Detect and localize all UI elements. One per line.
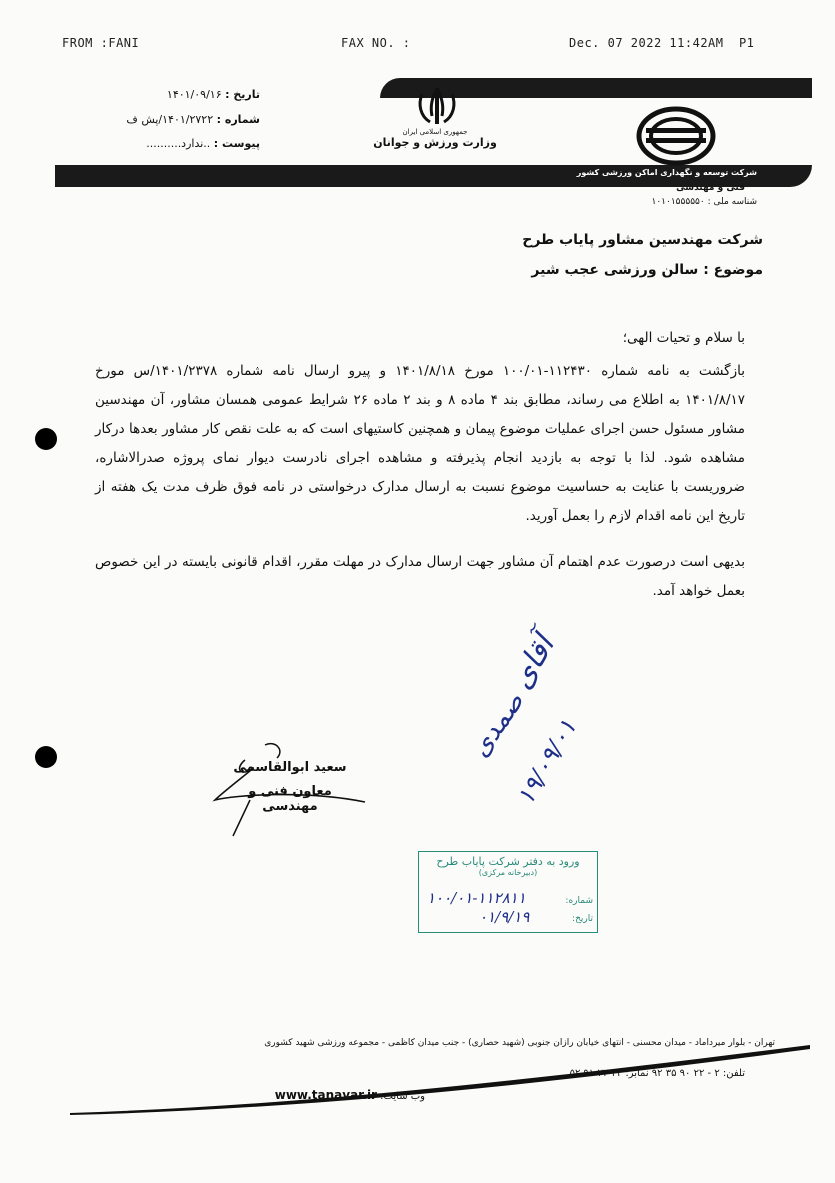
subject: موضوع : سالن ورزشی عجب شیر: [531, 262, 763, 278]
iran-emblem-icon: [414, 86, 460, 128]
handwritten-name: صمدی: [464, 687, 531, 763]
greeting: با سلام و تحیات الهی؛: [622, 330, 745, 346]
punch-hole: [35, 428, 57, 450]
body-paragraph-1: بازگشت به نامه شماره ۱۱۲۴۳۰-۱۰۰/۰۱ مورخ ۱۴۰۱/۸/۱۸ و پیرو ارسال نامه شماره ۱۴۰۱/۲۳۷۸/س مورخ ۱۴۰۱/۸/۱۷ به اطلاع می رساند، مطابق بند ۴ ماده ۸ و بند ۲ ماده ۲۶ شرایط عمومی همسان مشاور، آن مهندسین مشاور مسئول حسن اجرای عملیات موضوع پیمان و همچنین کاستیهای است که به علت نقص کار مشاور بعدها درکار مشاهده شود. لذا با توجه به بازدید انجام پذیرفته و مشاهده اجرای نادرست دیوار نمای پروژه صدرالاشاره، ضروریست با عنایت به حساسیت موضوع نسبت به ارسال مدارک درخواستی در نامه فوق ظرف مدت یک هفته از تاریخ این نامه اقدام لازم را بعمل آورید.: [95, 363, 746, 524]
punch-hole: [35, 746, 57, 768]
meta-number-value: ۱۴۰۱/۲۷۲۲/پش ف: [126, 113, 214, 126]
stamp-subtitle: (دبیرخانه مرکزی): [478, 868, 538, 877]
meta-attachment-value: ..ندارد..........: [146, 137, 211, 150]
stamp-title: ورود به دفتر شرکت پایاب طرح: [436, 855, 580, 868]
meta-date-label: تاریخ :: [225, 88, 260, 101]
footer-website-label: وب سایت:: [380, 1091, 425, 1102]
signatory-name: سعید ابوالقاسمی: [233, 760, 347, 775]
footer-swoosh-icon: [70, 1045, 810, 1115]
company-department: فنی و مهندسی: [676, 183, 745, 193]
body-paragraph-2: بدیهی است درصورت عدم اهتمام آن مشاور جهت ارسال مدارک در مهلت مقرر، اقدام قانونی بایسته در این خصوص بعمل خواهد آمد.: [95, 554, 745, 599]
signature-scribble-icon: [205, 740, 375, 840]
fax-number: FAX NO. :: [341, 36, 411, 50]
handwritten-date: ۱۹/۰۹/۰۱: [511, 714, 583, 810]
footer-phones: تلفن: ۲ - ۲۲ ۹۰ ۳۵ ۹۲ نمابر: ۲۲ ۲۲ ۹۱ ۵۲: [569, 1068, 745, 1079]
company-national-id: شناسه ملی : ۱۰۱۰۱۵۵۵۵۵۰: [651, 197, 757, 207]
company-logo-icon: [636, 106, 716, 166]
recipient: شرکت مهندسین مشاور پایاب طرح: [522, 232, 763, 248]
meta-attachment-label: پیوست :: [213, 137, 260, 150]
signatory-title: معاون فنی و مهندسی: [248, 784, 332, 814]
company-name: شرکت توسعه و نگهداری اماکن ورزشی کشور: [576, 168, 757, 177]
stamp-date-label: تاریخ:: [572, 914, 593, 924]
receipt-stamp: [418, 851, 598, 933]
fax-datetime: Dec. 07 2022 11:42AM P1: [569, 36, 755, 50]
meta-date-value: ۱۴۰۱/۰۹/۱۶: [166, 88, 222, 101]
meta-number: [70, 113, 260, 126]
ministry-line1: جمهوری اسلامی ایران: [402, 128, 468, 136]
ministry-name: وزارت ورزش و جوانان: [373, 136, 497, 149]
footer-website-row: [275, 1088, 425, 1102]
footer-website[interactable]: www.tanavar.ir: [274, 1088, 377, 1102]
stamp-number-value: ۱۰۰/۰۱-۱۱۲۸۱۱: [427, 889, 526, 907]
meta-date: [70, 88, 260, 101]
stamp-date-value: ۰۱/۹/۱۹: [479, 908, 530, 926]
fax-from: FROM :FANI: [62, 36, 140, 50]
handwritten-addressee: آقای: [503, 629, 562, 696]
footer-address: تهران - بلوار میرداماد - میدان محسنی - انتهای خیابان رازان جنوبی (شهید حصاری) - جنب میدان کاظمی - مجموعه ورزشی شهید کشوری: [264, 1038, 775, 1048]
meta-number-label: شماره :: [216, 113, 260, 126]
stamp-number-label: شماره:: [565, 896, 593, 906]
meta-attachment: [70, 137, 260, 150]
